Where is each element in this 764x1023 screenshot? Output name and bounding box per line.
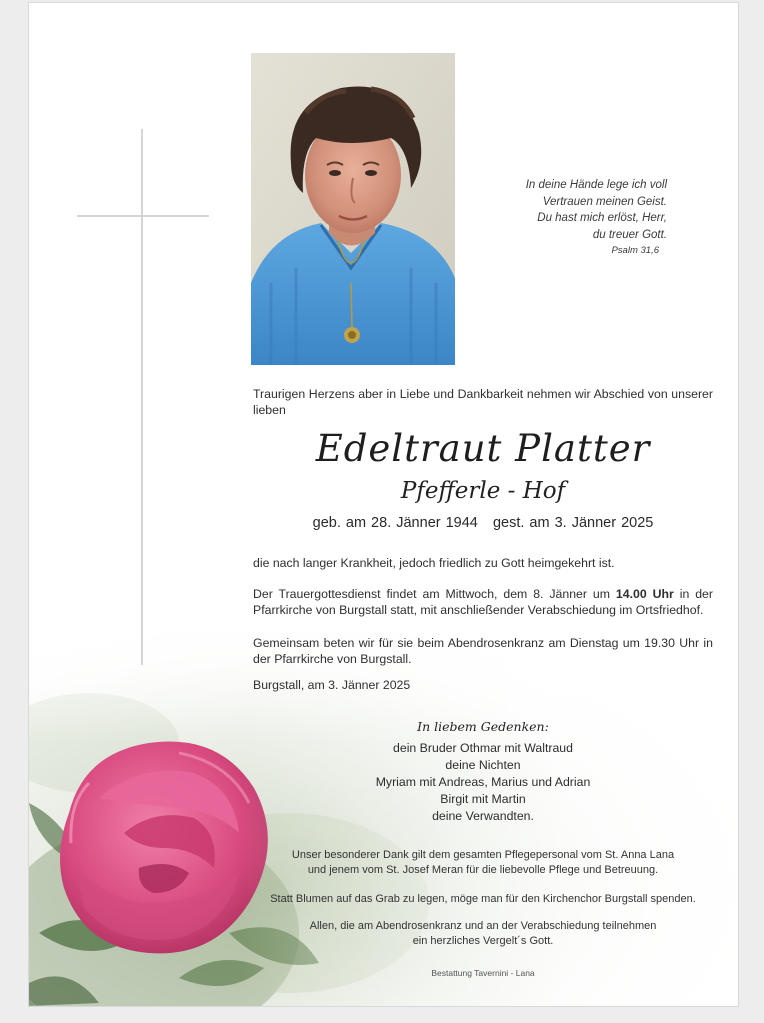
birth-date: geb. am 28. Jänner 1944 bbox=[312, 515, 478, 531]
psalm-reference: Psalm 31,6 bbox=[611, 245, 659, 256]
mourner-line: Myriam mit Andreas, Marius und Adrian bbox=[375, 774, 591, 789]
thanks-line: und jenem vom St. Josef Meran für die liebevolle Pflege und Betreuung. bbox=[307, 863, 659, 876]
intro-text: Traurigen Herzens aber in Liebe und Dankbarkeit nehmen wir Abschied von unserer lieben bbox=[253, 387, 713, 417]
service-text-part1: Der Trauergottesdienst findet am Mittwoch, dem 8. Jänner um bbox=[253, 587, 616, 601]
psalm-line: Vertrauen meinen Geist. bbox=[542, 195, 667, 208]
obituary-card bbox=[28, 2, 739, 1007]
mourner-line: deine Nichten bbox=[445, 757, 521, 772]
mourner-line: Birgit mit Martin bbox=[440, 791, 526, 806]
flowers-text: Statt Blumen auf das Grab zu legen, möge man für den Kirchenchor Burgstall spenden. bbox=[270, 893, 696, 905]
psalm-quote bbox=[465, 177, 667, 260]
thanks-line: Unser besonderer Dank gilt dem gesamten Pflegepersonal vom St. Anna Lana bbox=[291, 849, 675, 861]
life-dates bbox=[253, 515, 713, 531]
mourner-line: deine Verwandten. bbox=[432, 808, 534, 823]
mourner-line: dein Bruder Othmar mit Waltraud bbox=[393, 741, 573, 755]
psalm-line: du treuer Gott. bbox=[592, 228, 667, 241]
cross-horizontal-bar bbox=[77, 215, 209, 217]
invite-line: ein herzliches Vergelt´s Gott. bbox=[412, 934, 554, 947]
portrait-image-icon bbox=[251, 53, 455, 365]
service-text-part2: in der Pfarrkirche von Burgstall statt, mit anschließender Verabschiedung im Ortsfriedhof. bbox=[253, 587, 713, 617]
service-time: 14.00 Uhr bbox=[615, 587, 674, 601]
death-date: gest. am 3. Jänner 2025 bbox=[492, 515, 654, 531]
portrait-photo bbox=[251, 53, 455, 365]
deceased-name: Edeltraut Platter bbox=[315, 427, 651, 470]
invite-line: Allen, die am Abendrosenkranz und an der Verabschiedung teilnehmen bbox=[309, 920, 657, 932]
farm-name: Pfefferle - Hof bbox=[400, 478, 566, 504]
cross-vertical-bar bbox=[141, 129, 143, 665]
mourners-list bbox=[253, 740, 713, 825]
psalm-line: Du hast mich erlöst, Herr, bbox=[537, 212, 667, 224]
place-date: Burgstall, am 3. Jänner 2025 bbox=[253, 678, 411, 692]
undertaker-name: Bestattung Tavernini - Lana bbox=[431, 968, 535, 978]
memory-title: In liebem Gedenken: bbox=[417, 719, 549, 734]
thanks-text bbox=[253, 848, 713, 878]
peace-text: die nach langer Krankheit, jedoch friedlich zu Gott heimgekehrt ist. bbox=[253, 556, 615, 570]
psalm-line: In deine Hände lege ich voll bbox=[525, 179, 667, 191]
invite-text bbox=[253, 919, 713, 949]
rosary-text: Gemeinsam beten wir für sie beim Abendrosenkranz am Dienstag um 19.30 Uhr in der Pfarrkirche von Burgstall. bbox=[253, 636, 713, 666]
funeral-service-text bbox=[253, 587, 713, 618]
